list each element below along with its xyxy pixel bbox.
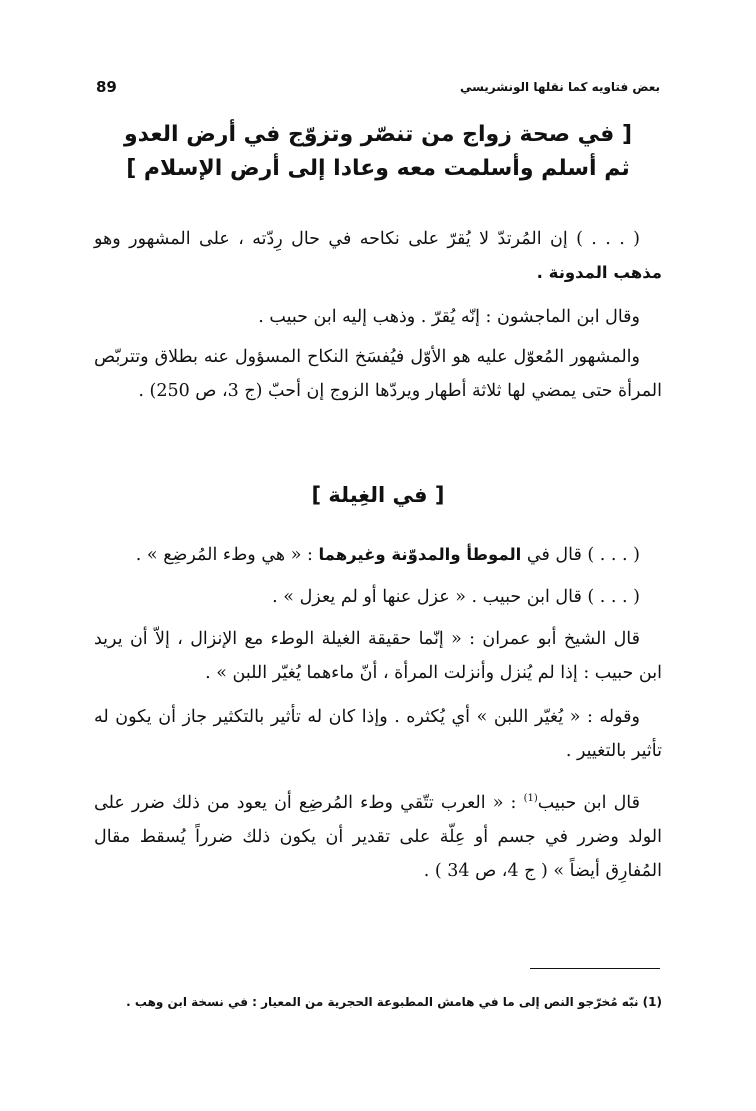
footnote-marker: (1) <box>523 793 538 804</box>
paragraph-muwatta <box>94 538 662 572</box>
paragraph-text: قال ابن حبيب <box>537 792 641 813</box>
section-title-line-2: ثم أسلم وأسلمت معه وعادا إلى أرض الإسلام ] <box>126 156 630 181</box>
paragraph-apostate <box>94 222 662 290</box>
footnote-rule <box>530 968 660 969</box>
section-title-line-1: [ في صحة زواج من تنصّر وتزوّج في أرض العدو <box>123 122 633 147</box>
section-title-marriage <box>90 118 666 186</box>
paragraph-bold-text: مذهب المدونة . <box>536 263 662 282</box>
paragraph-text: : « العرب تتّقي وطء المُرضِع أن يعود من ذلك ضرر على الولد وضرر في جسم أو عِلّة على تقدير أن يكون ذلك ضرراً يُسقط مقال المُفارِق أيضاً » ( ج 4، ص 34 ) . <box>94 792 662 881</box>
page-header <box>96 78 660 106</box>
paragraph-text: وقال ابن الماجشون : إنّه يُقرّ . وذهب إليه ابن حبيب . <box>258 307 640 327</box>
paragraph-bold-text: الموطأ والمدوّنة وغيرهما <box>318 545 522 564</box>
page-number: 89 <box>96 78 117 96</box>
running-title: بعض فتاويه كما نقلها الونشريسي <box>459 80 660 94</box>
paragraph-text: والمشهور المُعوّل عليه هو الأوّل فيُفسَخ النكاح المسؤول عنه بطلاق وتتربّص المرأة حتى يمضي لها ثلاثة أطهار ويردّها الزوج إن أحبّ (ج 3، ص 250) . <box>94 347 662 401</box>
paragraph-text: ( . . . ) إن المُرتدّ لا يُقرّ على نكاحه في حال رِدّته ، على المشهور وهو <box>94 229 640 249</box>
section-title-ghila: [ في الغِيلة ] <box>311 483 445 507</box>
paragraph-text: وقوله : « يُغيّر اللبن » أي يُكثره . وإذا كان له تأثير بالتكثير جاز أن يكون له تأثير بالتغيير . <box>94 707 662 761</box>
paragraph-milk <box>94 700 662 768</box>
paragraph-text: ( . . . ) قال في <box>526 545 640 565</box>
footnote: (1) نبّه مُخرّجو النص إلى ما في هامش المطبوعة الحجرية من المعيار : في نسخة ابن وهب . <box>126 995 662 1009</box>
paragraph-text: : « هي وطء المُرضِع » . <box>135 545 313 565</box>
paragraph-text: ( . . . ) قال ابن حبيب . « عزل عنها أو لم يعزل » . <box>272 587 640 607</box>
paragraph-mashhur <box>94 340 662 408</box>
paragraph-arabs <box>94 782 662 888</box>
paragraph-text: قال الشيخ أبو عمران : « إنّما حقيقة الغيلة الوطء مع الإنزال ، إلاّ أن يريد ابن حبيب : إذا لم يُنزل وأنزلت المرأة ، أنّ ماءهما يُغيّر اللبن » . <box>94 629 662 683</box>
paragraph-ibn-habib <box>94 580 662 614</box>
paragraph-majishun <box>94 300 662 334</box>
paragraph-abu-imran <box>94 622 662 690</box>
